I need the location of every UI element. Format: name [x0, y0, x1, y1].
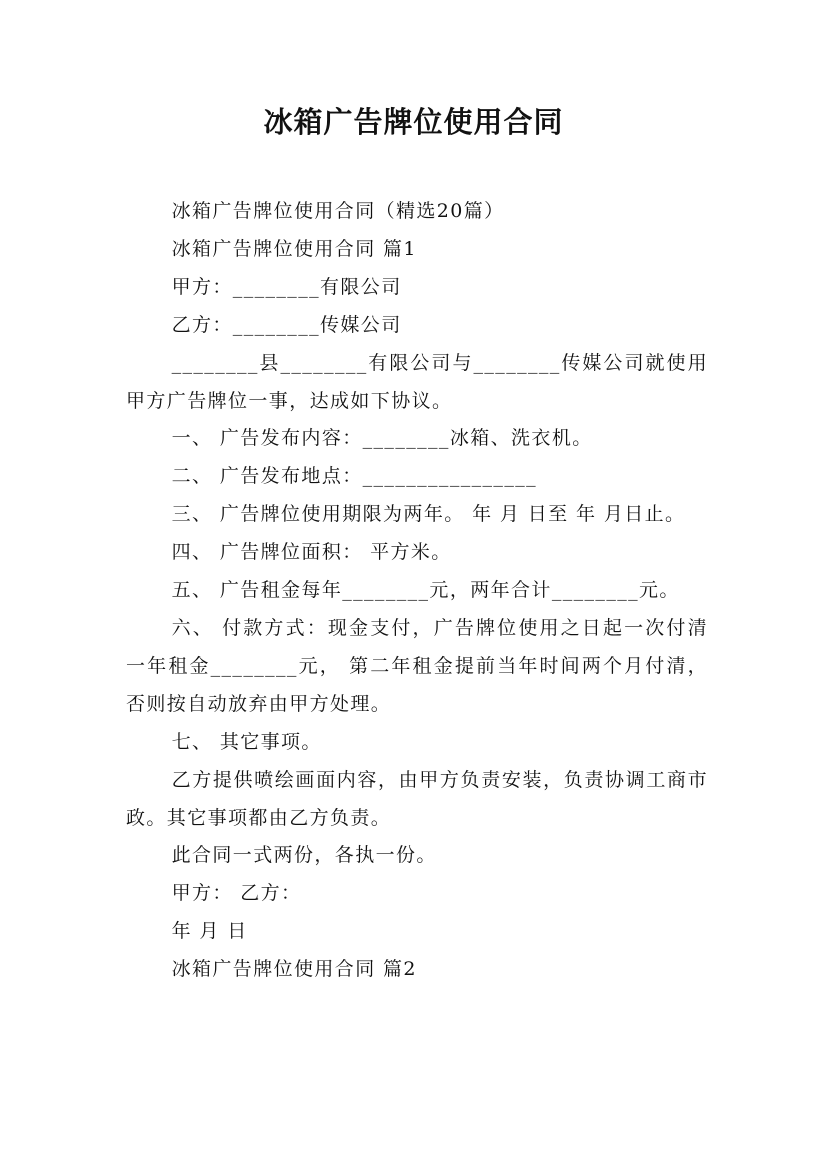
paragraph-clause-2: 二、 广告发布地点：________________ — [171, 465, 538, 488]
paragraph-clause-5: 五、 广告租金每年________元，两年合计________元。 — [171, 579, 680, 602]
paragraph-article-1-heading: 冰箱广告牌位使用合同 篇1 — [171, 237, 417, 260]
paragraph-signatures: 甲方： 乙方： — [171, 882, 302, 905]
document-title: 冰箱广告牌位使用合同 — [263, 105, 564, 139]
paragraph-clause-6: 六、 付款方式：现金支付，广告牌位使用之日起一次付清一年租金________元， 第二年租金提前当年时间两个月付清，否则按自动放弃由甲方处理。 — [126, 616, 708, 715]
paragraph-clause-1: 一、 广告发布内容：________冰箱、洗衣机。 — [171, 427, 593, 450]
paragraph-clause-3: 三、 广告牌位使用期限为两年。 年 月 日至 年 月日止。 — [171, 503, 686, 526]
paragraph-agreement-intro: ________县________有限公司与________传媒公司就使用甲方广告牌位一事，达成如下协议。 — [126, 351, 708, 412]
paragraph-collection-heading: 冰箱广告牌位使用合同（精选20篇） — [171, 200, 505, 222]
paragraph-party-a: 甲方：________有限公司 — [171, 275, 402, 298]
paragraph-article-2-heading: 冰箱广告牌位使用合同 篇2 — [171, 958, 417, 981]
paragraph-clause-7: 七、 其它事项。 — [171, 730, 322, 753]
paragraph-clause-7-detail: 乙方提供喷绘画面内容，由甲方负责安装，负责协调工商市政。其它事项都由乙方负责。 — [126, 768, 708, 829]
paragraph-party-b: 乙方：________传媒公司 — [171, 313, 402, 336]
paragraph-date: 年 月 日 — [171, 920, 248, 943]
paragraph-clause-4: 四、 广告牌位面积： 平方米。 — [171, 541, 452, 564]
paragraph-copies: 此合同一式两份，各执一份。 — [171, 844, 437, 867]
document-body — [126, 193, 708, 989]
